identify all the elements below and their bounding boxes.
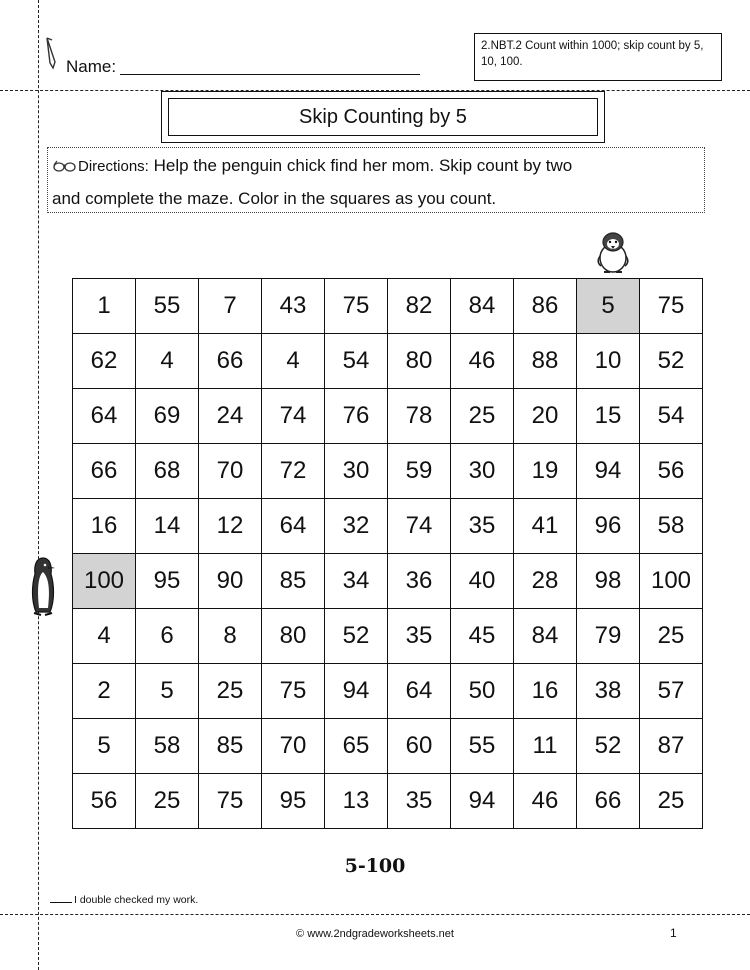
grid-cell[interactable]: 94 — [577, 444, 640, 499]
page-number: 1 — [670, 926, 677, 940]
grid-cell[interactable]: 95 — [136, 554, 199, 609]
grid-cell[interactable]: 75 — [640, 279, 703, 334]
grid-cell[interactable]: 70 — [262, 719, 325, 774]
grid-cell[interactable]: 50 — [451, 664, 514, 719]
grid-cell[interactable]: 25 — [136, 774, 199, 829]
grid-cell[interactable]: 6 — [136, 609, 199, 664]
pencil-icon — [44, 36, 60, 75]
grid-cell[interactable]: 4 — [73, 609, 136, 664]
grid-cell[interactable]: 54 — [640, 389, 703, 444]
grid-cell[interactable]: 54 — [325, 334, 388, 389]
grid-cell[interactable]: 80 — [388, 334, 451, 389]
grid-cell[interactable]: 5 — [136, 664, 199, 719]
grid-cell[interactable]: 90 — [199, 554, 262, 609]
grid-cell[interactable]: 76 — [325, 389, 388, 444]
directions-line-1: Help the penguin chick find her mom. Skip count by two — [153, 156, 573, 175]
grid-cell[interactable]: 74 — [262, 389, 325, 444]
grid-cell[interactable]: 32 — [325, 499, 388, 554]
standard-box: 2.NBT.2 Count within 1000; skip count by 5, 10, 100. — [474, 33, 722, 81]
grid-cell[interactable]: 87 — [640, 719, 703, 774]
grid-cell[interactable]: 80 — [262, 609, 325, 664]
grid-cell[interactable]: 65 — [325, 719, 388, 774]
grid-cell[interactable]: 56 — [640, 444, 703, 499]
grid-cell[interactable]: 5 — [73, 719, 136, 774]
website-credit: © www.2ndgradeworksheets.net — [296, 928, 454, 940]
grid-cell[interactable]: 94 — [325, 664, 388, 719]
grid-cell[interactable]: 15 — [577, 389, 640, 444]
grid-cell[interactable]: 52 — [577, 719, 640, 774]
grid-cell[interactable]: 41 — [514, 499, 577, 554]
grid-cell[interactable]: 45 — [451, 609, 514, 664]
grid-cell[interactable]: 74 — [388, 499, 451, 554]
grid-cell[interactable]: 64 — [388, 664, 451, 719]
grid-cell[interactable]: 82 — [388, 279, 451, 334]
grid-cell[interactable]: 95 — [262, 774, 325, 829]
grid-cell[interactable]: 52 — [640, 334, 703, 389]
grid-cell[interactable]: 43 — [262, 279, 325, 334]
grid-cell[interactable]: 69 — [136, 389, 199, 444]
page-title: Skip Counting by 5 — [168, 98, 598, 136]
grid-cell[interactable]: 30 — [451, 444, 514, 499]
grid-cell[interactable]: 46 — [451, 334, 514, 389]
grid-cell[interactable]: 7 — [199, 279, 262, 334]
grid-cell[interactable]: 14 — [136, 499, 199, 554]
grid-row — [73, 279, 703, 334]
grid-cell[interactable]: 35 — [451, 499, 514, 554]
range-label: 5-100 — [344, 855, 406, 877]
grid-row — [73, 334, 703, 389]
grid-cell[interactable]: 12 — [199, 499, 262, 554]
grid-cell[interactable]: 96 — [577, 499, 640, 554]
grid-cell[interactable]: 66 — [577, 774, 640, 829]
grid-cell[interactable]: 58 — [136, 719, 199, 774]
grid-row — [73, 554, 703, 609]
grid-cell[interactable]: 100 — [73, 554, 136, 609]
grid-row — [73, 499, 703, 554]
grid-cell[interactable]: 16 — [73, 499, 136, 554]
grid-cell[interactable]: 13 — [325, 774, 388, 829]
grid-cell[interactable]: 64 — [262, 499, 325, 554]
grid-cell[interactable]: 30 — [325, 444, 388, 499]
grid-cell[interactable]: 16 — [514, 664, 577, 719]
grid-cell[interactable]: 78 — [388, 389, 451, 444]
grid-cell[interactable]: 70 — [199, 444, 262, 499]
check-text: I double checked my work. — [74, 894, 199, 906]
grid-cell[interactable]: 79 — [577, 609, 640, 664]
grid-cell[interactable]: 64 — [73, 389, 136, 444]
grid-cell[interactable]: 56 — [73, 774, 136, 829]
penguin-chick-icon — [592, 228, 634, 281]
grid-cell[interactable]: 84 — [514, 609, 577, 664]
grid-cell[interactable]: 86 — [514, 279, 577, 334]
grid-cell[interactable]: 34 — [325, 554, 388, 609]
grid-row — [73, 774, 703, 829]
grid-cell[interactable]: 35 — [388, 609, 451, 664]
cut-line-bottom — [0, 914, 750, 915]
grid-cell[interactable]: 10 — [577, 334, 640, 389]
directions-label: Directions: — [78, 158, 149, 175]
grid-cell[interactable]: 85 — [262, 554, 325, 609]
grid-cell[interactable]: 25 — [451, 389, 514, 444]
grid-cell[interactable]: 66 — [73, 444, 136, 499]
grid-cell[interactable]: 59 — [388, 444, 451, 499]
penguin-mom-icon — [28, 556, 58, 623]
grid-cell[interactable]: 4 — [136, 334, 199, 389]
grid-cell[interactable]: 24 — [199, 389, 262, 444]
grid-cell[interactable]: 75 — [262, 664, 325, 719]
grid-cell[interactable]: 66 — [199, 334, 262, 389]
cut-line-left — [38, 0, 39, 970]
grid-cell[interactable]: 85 — [199, 719, 262, 774]
grid-cell[interactable]: 46 — [514, 774, 577, 829]
grid-cell[interactable]: 68 — [136, 444, 199, 499]
grid-cell[interactable]: 19 — [514, 444, 577, 499]
grid-cell[interactable]: 38 — [577, 664, 640, 719]
grid-cell[interactable]: 57 — [640, 664, 703, 719]
grid-cell[interactable]: 55 — [136, 279, 199, 334]
name-label: Name: — [66, 57, 117, 76]
check-statement — [50, 894, 198, 906]
grid-cell[interactable]: 25 — [199, 664, 262, 719]
grid-cell[interactable]: 55 — [451, 719, 514, 774]
grid-cell[interactable]: 75 — [199, 774, 262, 829]
grid-cell[interactable]: 88 — [514, 334, 577, 389]
grid-cell[interactable]: 25 — [640, 774, 703, 829]
grid-cell[interactable]: 20 — [514, 389, 577, 444]
grid-cell[interactable]: 94 — [451, 774, 514, 829]
grid-cell[interactable]: 52 — [325, 609, 388, 664]
name-line[interactable] — [120, 74, 420, 75]
grid-cell[interactable]: 8 — [199, 609, 262, 664]
glasses-icon — [52, 151, 76, 183]
grid-cell[interactable]: 25 — [640, 609, 703, 664]
directions-line-2: and complete the maze. Color in the squares as you count. — [52, 189, 497, 208]
grid-cell[interactable]: 35 — [388, 774, 451, 829]
grid-cell[interactable]: 98 — [577, 554, 640, 609]
grid-row — [73, 389, 703, 444]
grid-cell[interactable]: 60 — [388, 719, 451, 774]
grid-cell[interactable]: 11 — [514, 719, 577, 774]
grid-cell[interactable]: 100 — [640, 554, 703, 609]
grid-row — [73, 609, 703, 664]
check-blank[interactable] — [50, 902, 72, 903]
directions-box — [47, 147, 705, 213]
grid-row — [73, 719, 703, 774]
grid-cell[interactable]: 62 — [73, 334, 136, 389]
grid-row — [73, 444, 703, 499]
grid-cell[interactable]: 1 — [73, 279, 136, 334]
grid-cell[interactable]: 28 — [514, 554, 577, 609]
grid-cell[interactable]: 72 — [262, 444, 325, 499]
maze-grid — [72, 278, 703, 829]
grid-cell[interactable]: 4 — [262, 334, 325, 389]
grid-cell[interactable]: 36 — [388, 554, 451, 609]
grid-cell[interactable]: 5 — [577, 279, 640, 334]
grid-cell[interactable]: 2 — [73, 664, 136, 719]
grid-cell[interactable]: 58 — [640, 499, 703, 554]
grid-cell[interactable]: 40 — [451, 554, 514, 609]
grid-row — [73, 664, 703, 719]
grid-cell[interactable]: 84 — [451, 279, 514, 334]
title-box — [161, 91, 605, 143]
grid-cell[interactable]: 75 — [325, 279, 388, 334]
